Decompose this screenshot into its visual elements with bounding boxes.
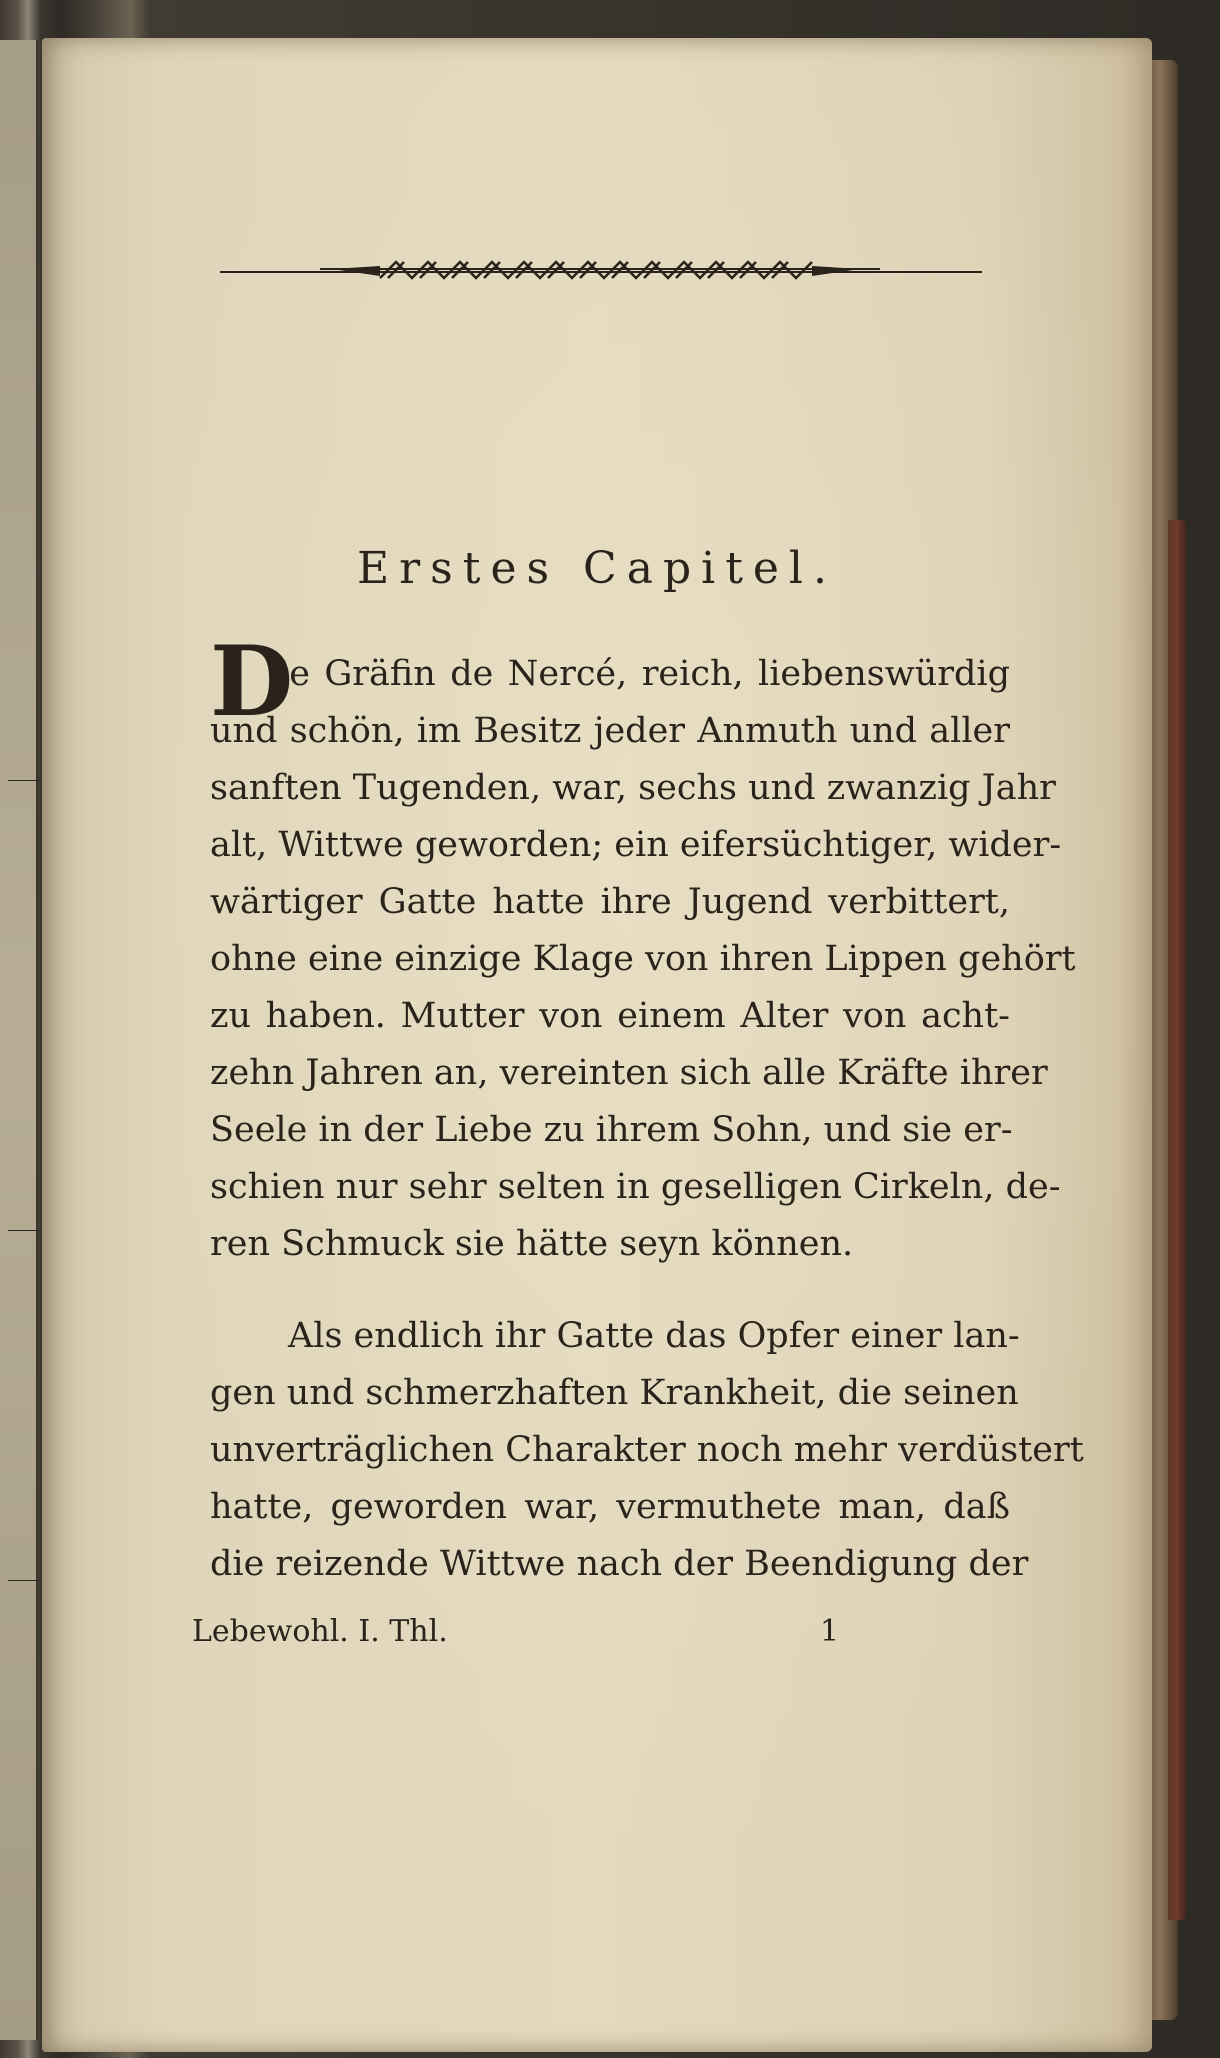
text-line: schien nur sehr selten in geselligen Cirkeln, de- <box>210 1167 1061 1207</box>
text-line: ren Schmuck sie hätte seyn können. <box>210 1224 854 1264</box>
text-line: und schön, im Besitz jeder Anmuth und aller <box>210 711 1010 751</box>
text-line: alt, Wittwe geworden; ein eifersüchtiger, wider- <box>210 825 1062 865</box>
text-line: gen und schmerzhaften Krankheit, die seinen <box>210 1373 1019 1413</box>
text-line: hatte, geworden war, vermuthete man, daß <box>210 1487 1010 1527</box>
left-page-edge <box>0 40 38 2040</box>
page-footer <box>192 1610 992 1654</box>
text-line: ohne eine einzige Klage von ihren Lippen gehört <box>210 939 1076 979</box>
paragraph-1 <box>210 646 1076 1273</box>
paragraph-2 <box>210 1308 1084 1593</box>
signature-title: Lebewohl. I. Thl. <box>192 1614 448 1649</box>
text-line: sanften Tugenden, war, sechs und zwanzig Jahr <box>210 768 1056 808</box>
text-line: unverträglichen Charakter noch mehr verdüstert <box>210 1430 1084 1470</box>
text-line: ie Gräfin de Nercé, reich, liebenswürdig <box>278 654 1010 694</box>
text-line: wärtiger Gatte hatte ihre Jugend verbittert, <box>210 882 1010 922</box>
ornament-rule <box>220 256 982 286</box>
text-line: zehn Jahren an, vereinten sich alle Kräfte ihrer <box>210 1053 1048 1093</box>
book-page <box>42 38 1152 2052</box>
text-line: Seele in der Liebe zu ihrem Sohn, und sie er- <box>210 1110 1013 1150</box>
chapter-title: Erstes Capitel. <box>357 543 837 594</box>
text-line: die reizende Wittwe nach der Beendigung der <box>210 1544 1029 1584</box>
binding-spine <box>1168 520 1186 1920</box>
text-line: Als endlich ihr Gatte das Opfer einer lan- <box>288 1316 1020 1356</box>
drop-cap: D <box>210 625 294 738</box>
text-line: zu haben. Mutter von einem Alter von acht- <box>210 996 1010 1036</box>
signature-mark: 1 <box>820 1614 840 1649</box>
